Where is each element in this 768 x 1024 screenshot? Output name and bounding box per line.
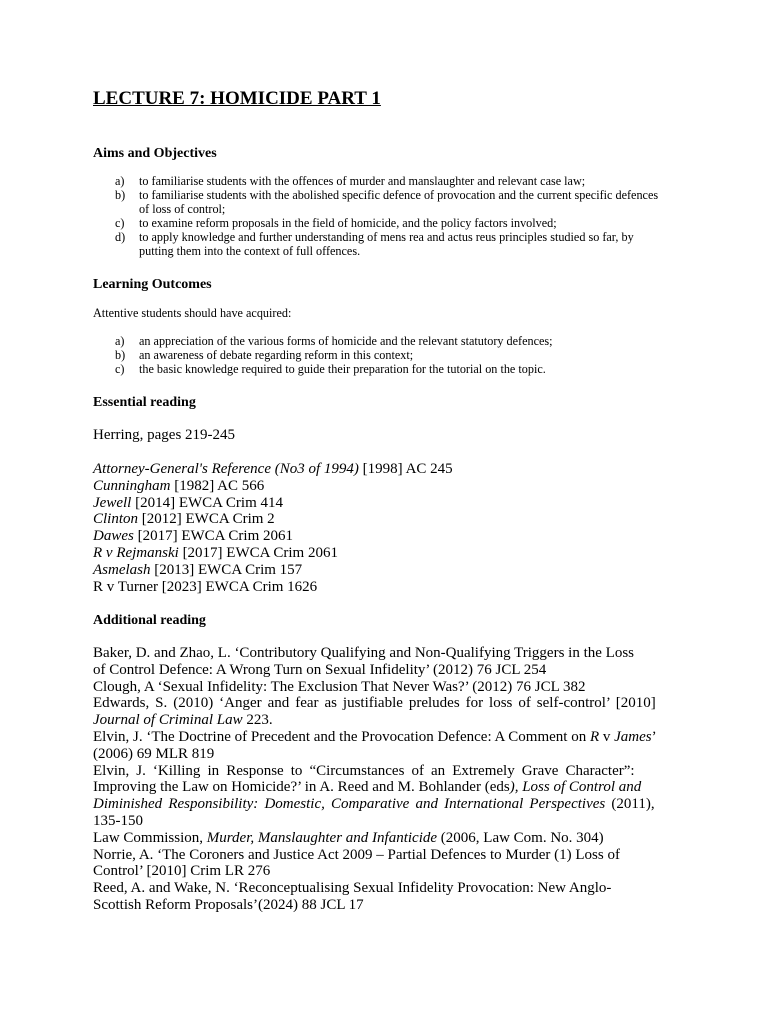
case-item (93, 562, 674, 579)
case-citation: [2014] EWCA Crim 414 (131, 494, 283, 511)
outcomes-item (93, 334, 668, 348)
case-citation: [2012] EWCA Crim 2 (138, 511, 275, 528)
case-item (93, 495, 674, 512)
reference-clough (93, 679, 674, 696)
aims-item-marker: d) (115, 230, 126, 244)
reference-line: Norrie, A. ‘The Coroners and Justice Act 2009 – Partial Defences to Murder (1) Loss of (93, 846, 620, 863)
aims-item-marker: b) (115, 188, 126, 202)
aims-item (93, 216, 668, 230)
reference-line: 135-150 (93, 812, 143, 829)
case-name: James (614, 728, 652, 745)
journal-name: Journal of Criminal Law (93, 712, 243, 729)
case-item (93, 461, 674, 478)
case-name: Cunningham (93, 477, 171, 494)
reference-line: Baker, D. and Zhao, L. ‘Contributory Qualifying and Non-Qualifying Triggers in the Loss (93, 645, 634, 661)
reference-line (93, 779, 674, 796)
reference-text: ’ (651, 728, 657, 745)
outcomes-item-text: an awareness of debate regarding reform in this context; (139, 348, 414, 362)
reference-list (93, 645, 674, 914)
essential-herring: Herring, pages 219-245 (93, 427, 236, 443)
reference-text: Elvin, J. ‘The Doctrine of Precedent and the Provocation Defence: A Comment on (93, 728, 590, 745)
aims-item-marker: a) (115, 174, 125, 188)
reference-line: Control’ [2010] Crim LR 276 (93, 863, 271, 880)
page-title: LECTURE 7: HOMICIDE PART 1 (93, 88, 381, 109)
aims-list (93, 174, 668, 258)
reference-line (93, 729, 674, 746)
aims-item-marker: c) (115, 216, 125, 230)
reference-law-commission (93, 830, 674, 847)
outcomes-item (93, 348, 668, 362)
book-title: ), Loss of Control and (509, 779, 642, 796)
reference-text: Law Commission, (93, 829, 207, 846)
case-list (93, 461, 674, 595)
case-citation: [2017] EWCA Crim 2061 (178, 544, 338, 561)
aims-heading: Aims and Objectives (93, 146, 217, 161)
essential-heading: Essential reading (93, 395, 196, 410)
reference-text: Improving the Law on Homicide?’ in A. Reed and M. Bohlander (eds (93, 779, 510, 796)
outcomes-item-text: an appreciation of the various forms of homicide and the relevant statutory defences; (139, 334, 553, 348)
reference-text: v (599, 728, 615, 745)
reference-line (93, 796, 674, 813)
case-citation: [1982] AC 566 (170, 477, 265, 494)
case-name: R v Rejmanski (93, 544, 179, 561)
aims-item (93, 188, 668, 216)
outcomes-item (93, 362, 668, 376)
reference-elvin-killing (93, 763, 674, 830)
case-name: Clinton (93, 511, 139, 528)
reference-line: (2006) 69 MLR 819 (93, 745, 215, 762)
additional-heading: Additional reading (93, 613, 206, 628)
report-title: Murder, Manslaughter and Infanticide (206, 829, 438, 846)
outcomes-item-text: the basic knowledge required to guide their preparation for the tutorial on the topic. (139, 362, 546, 376)
case-name: Jewell (93, 494, 132, 511)
reference-norrie (93, 847, 674, 881)
case-citation: [2017] EWCA Crim 2061 (133, 528, 293, 545)
reference-text: (2006, Law Com. No. 304) (437, 829, 604, 846)
case-name: Dawes (93, 528, 134, 545)
case-name: Attorney-General's Reference (No3 of 1994) (93, 461, 359, 477)
outcomes-list (93, 334, 668, 376)
reference-line: Elvin, J. ‘Killing in Response to “Circumstances of an Extremely Grave Character”: (93, 762, 635, 779)
reference-line: Reed, A. and Wake, N. ‘Reconceptualising Sexual Infidelity Provocation: New Anglo- (93, 880, 612, 897)
case-item (93, 545, 674, 562)
case-item (93, 579, 674, 596)
reference-reed-wake (93, 880, 674, 914)
aims-item-text: to examine reform proposals in the field of homicide, and the policy factors involved; (139, 216, 557, 230)
outcomes-intro: Attentive students should have acquired: (93, 306, 292, 320)
aims-item (93, 174, 668, 188)
case-item (93, 528, 674, 545)
outcomes-heading: Learning Outcomes (93, 277, 212, 292)
case-name: Asmelash (93, 561, 151, 578)
outcomes-item-marker: a) (115, 334, 125, 348)
outcomes-item-marker: c) (115, 362, 125, 376)
reference-line: of Control Defence: A Wrong Turn on Sexual Infidelity’ (2012) 76 JCL 254 (93, 661, 547, 678)
reference-line: Clough, A ‘Sexual Infidelity: The Exclusion That Never Was?’ (2012) 76 JCL 382 (93, 678, 586, 695)
aims-item (93, 230, 668, 258)
case-name: R (589, 728, 600, 745)
case-citation: R v Turner [2023] EWCA Crim 1626 (93, 578, 318, 595)
aims-item-text: to familiarise students with the abolished specific defence of provocation and the current specific defences of loss of control; (139, 188, 659, 216)
outcomes-item-marker: b) (115, 348, 126, 362)
reference-baker (93, 645, 674, 679)
case-item (93, 478, 674, 495)
reference-line: Edwards, S. (2010) ‘Anger and fear as justifiable preludes for loss of self-control’ [2010] (93, 695, 656, 712)
reference-line (93, 830, 674, 847)
case-citation: [1998] AC 245 (358, 461, 453, 477)
reference-line: Scottish Reform Proposals’(2024) 88 JCL 17 (93, 896, 364, 913)
reference-text: 223. (242, 712, 273, 729)
case-citation: [2013] EWCA Crim 157 (150, 561, 303, 578)
reference-line (93, 712, 674, 729)
case-item (93, 511, 674, 528)
reference-text: (2011), (605, 796, 655, 813)
aims-item-text: to apply knowledge and further understanding of mens rea and actus reus principles studied so far, by putting them into the context of full offences. (139, 230, 634, 258)
reference-edwards (93, 695, 674, 729)
reference-elvin-precedent (93, 729, 674, 763)
aims-item-text: to familiarise students with the offences of murder and manslaughter and relevant case law; (139, 174, 586, 188)
book-title: Diminished Responsibility: Domestic, Comparative and International Perspectives (93, 796, 606, 813)
